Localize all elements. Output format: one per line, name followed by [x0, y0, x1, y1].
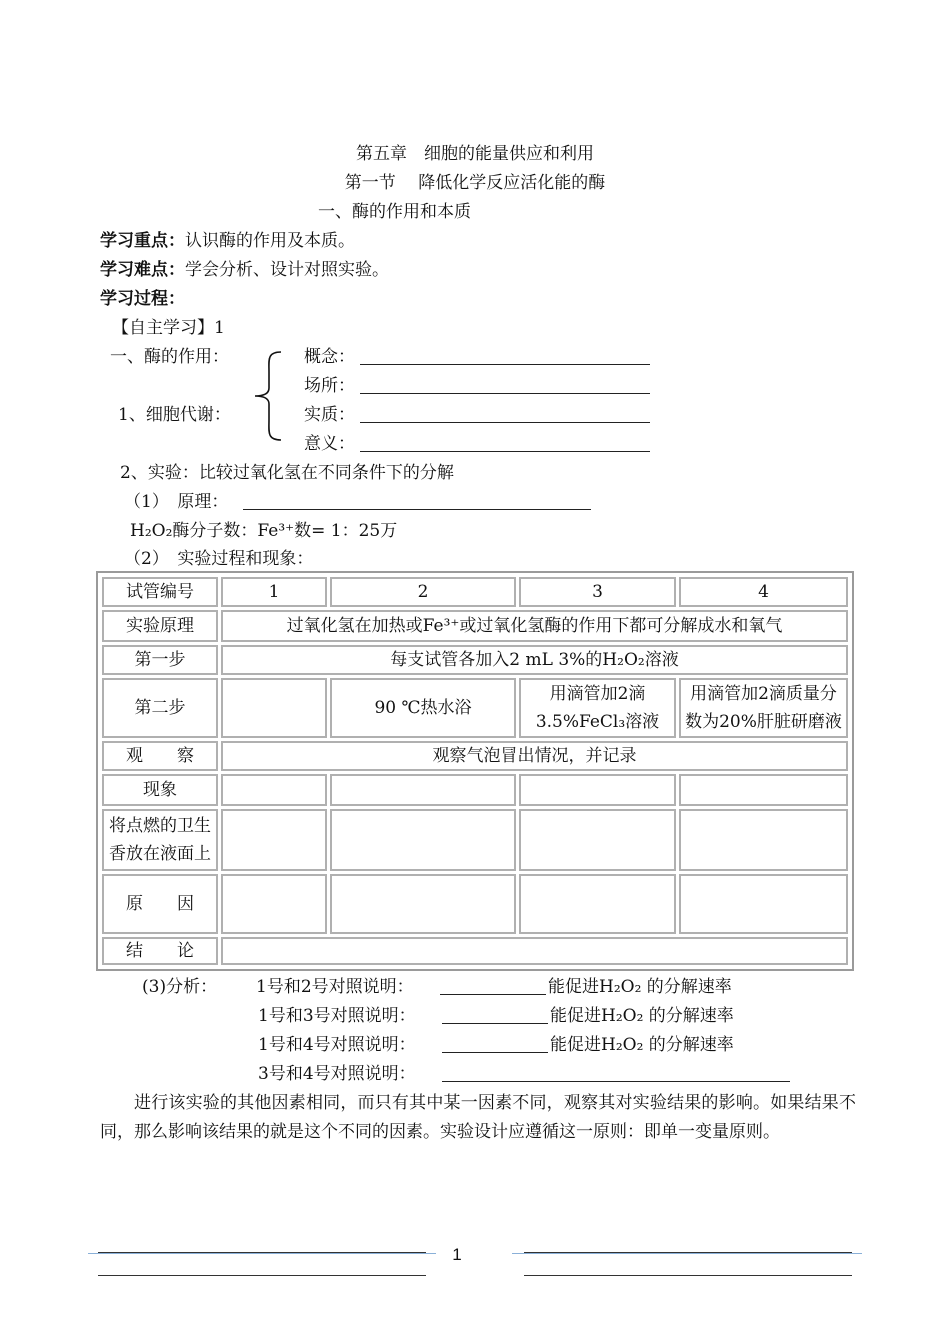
essence-blank[interactable]	[360, 422, 650, 423]
enzyme-function-title: 一、酶的作用：	[110, 347, 229, 367]
reason-tube3[interactable]	[519, 874, 676, 934]
phenomenon-tube1[interactable]	[221, 774, 327, 806]
incense-tube4[interactable]	[679, 809, 848, 871]
step2-tube2: 90 ℃热水浴	[330, 678, 516, 738]
conclusion-cell[interactable]	[221, 937, 848, 965]
header-tube-1: 1	[221, 577, 327, 607]
step2-tube1	[221, 678, 327, 738]
incense-tube1[interactable]	[221, 809, 327, 871]
page-number: 1	[452, 1245, 462, 1264]
analysis-line-1b: 能促进H₂O₂ 的分解速率	[548, 977, 732, 997]
footer-rule-right-top	[524, 1252, 852, 1253]
reason-label: 原 因	[102, 874, 218, 934]
footer-rule-right-bottom	[524, 1275, 852, 1276]
footer-rule-left-top	[98, 1252, 426, 1253]
process-label: 学习过程：	[100, 289, 185, 309]
analysis-line-3a: 1号和4号对照说明：	[258, 1035, 416, 1055]
analysis-blank-1[interactable]	[440, 994, 546, 995]
single-variable-principle-paragraph: 进行该实验的其他因素相同，而只有其中某一因素不同，观察其对实验结果的影响。如果结果不同，那么影响该结果的就是这个不同的因素。实验设计应遵循这一原则：即单一变量原则。	[100, 1093, 856, 1142]
incense-label: 将点燃的卫生香放在液面上	[102, 809, 218, 871]
chapter-title: 第五章 细胞的能量供应和利用	[356, 144, 594, 164]
observe-label: 观 察	[102, 741, 218, 771]
principle-label: （1） 原理：	[124, 492, 229, 512]
concept-blank[interactable]	[360, 364, 650, 365]
principle-row-text: 过氧化氢在加热或Fe³⁺或过氧化氢酶的作用下都可分解成水和氧气	[221, 610, 848, 642]
reason-tube4[interactable]	[679, 874, 848, 934]
principle-row-label: 实验原理	[102, 610, 218, 642]
difficult-point	[100, 258, 389, 282]
difficult-point-text: 学会分析、设计对照实验。	[185, 260, 389, 280]
header-tube-2: 2	[330, 577, 516, 607]
left-brace-icon	[253, 350, 283, 442]
location-blank[interactable]	[360, 393, 650, 394]
header-tube-3: 3	[519, 577, 676, 607]
footer-accent-line-left	[88, 1253, 436, 1254]
brace-item-significance: 意义：	[304, 434, 355, 454]
brace-item-location: 场所：	[304, 376, 355, 396]
brace-item-concept: 概念：	[304, 347, 355, 367]
step2-tube4: 用滴管加2滴质量分数为20%肝脏研磨液	[679, 678, 848, 738]
incense-tube2[interactable]	[330, 809, 516, 871]
analysis-label: (3)分析：	[142, 977, 218, 997]
experiment-table	[96, 571, 854, 971]
section-title: 第一节 降低化学反应活化能的酶	[344, 173, 606, 193]
analysis-line-4a: 3号和4号对照说明：	[258, 1064, 416, 1084]
analysis-line-3b: 能促进H₂O₂ 的分解速率	[550, 1035, 734, 1055]
incense-tube3[interactable]	[519, 809, 676, 871]
analysis-line-2b: 能促进H₂O₂ 的分解速率	[550, 1006, 734, 1026]
conclusion-label: 结 论	[102, 937, 218, 965]
key-point	[100, 229, 355, 253]
reason-tube2[interactable]	[330, 874, 516, 934]
cell-metabolism-label: 1、细胞代谢：	[118, 405, 231, 425]
key-point-text: 认识酶的作用及本质。	[185, 231, 355, 251]
analysis-blank-2[interactable]	[442, 1023, 548, 1024]
phenomenon-tube2[interactable]	[330, 774, 516, 806]
step2-tube3: 用滴管加2滴3.5%FeCl₃溶液	[519, 678, 676, 738]
key-point-label: 学习重点：	[100, 231, 185, 251]
analysis-line-1a: 1号和2号对照说明：	[256, 977, 414, 997]
self-study-heading: 【自主学习】1	[112, 318, 225, 338]
principle-blank[interactable]	[243, 509, 591, 510]
phenomenon-label: 现象	[102, 774, 218, 806]
step1-label: 第一步	[102, 645, 218, 675]
brace-item-essence: 实质：	[304, 405, 355, 425]
phenomenon-tube4[interactable]	[679, 774, 848, 806]
enzyme-ratio: H₂O₂酶分子数：Fe³⁺数= 1：25万	[130, 521, 398, 541]
analysis-blank-3[interactable]	[442, 1052, 548, 1053]
process-and-phenomenon-label: （2） 实验过程和现象：	[124, 549, 314, 569]
header-tube-number: 试管编号	[102, 577, 218, 607]
significance-blank[interactable]	[360, 451, 650, 452]
header-tube-4: 4	[679, 577, 848, 607]
analysis-blank-4[interactable]	[442, 1081, 790, 1082]
step1-text: 每支试管各加入2 mL 3%的H₂O₂溶液	[221, 645, 848, 675]
experiment-title: 2、实验：比较过氧化氢在不同条件下的分解	[120, 463, 454, 483]
difficult-point-label: 学习难点：	[100, 260, 185, 280]
step2-label: 第二步	[102, 678, 218, 738]
observe-text: 观察气泡冒出情况，并记录	[221, 741, 848, 771]
subsection-title: 一、酶的作用和本质	[318, 202, 471, 222]
footer-accent-line-right	[512, 1253, 862, 1254]
footer-rule-left-bottom	[98, 1275, 426, 1276]
analysis-line-2a: 1号和3号对照说明：	[258, 1006, 416, 1026]
reason-tube1[interactable]	[221, 874, 327, 934]
phenomenon-tube3[interactable]	[519, 774, 676, 806]
